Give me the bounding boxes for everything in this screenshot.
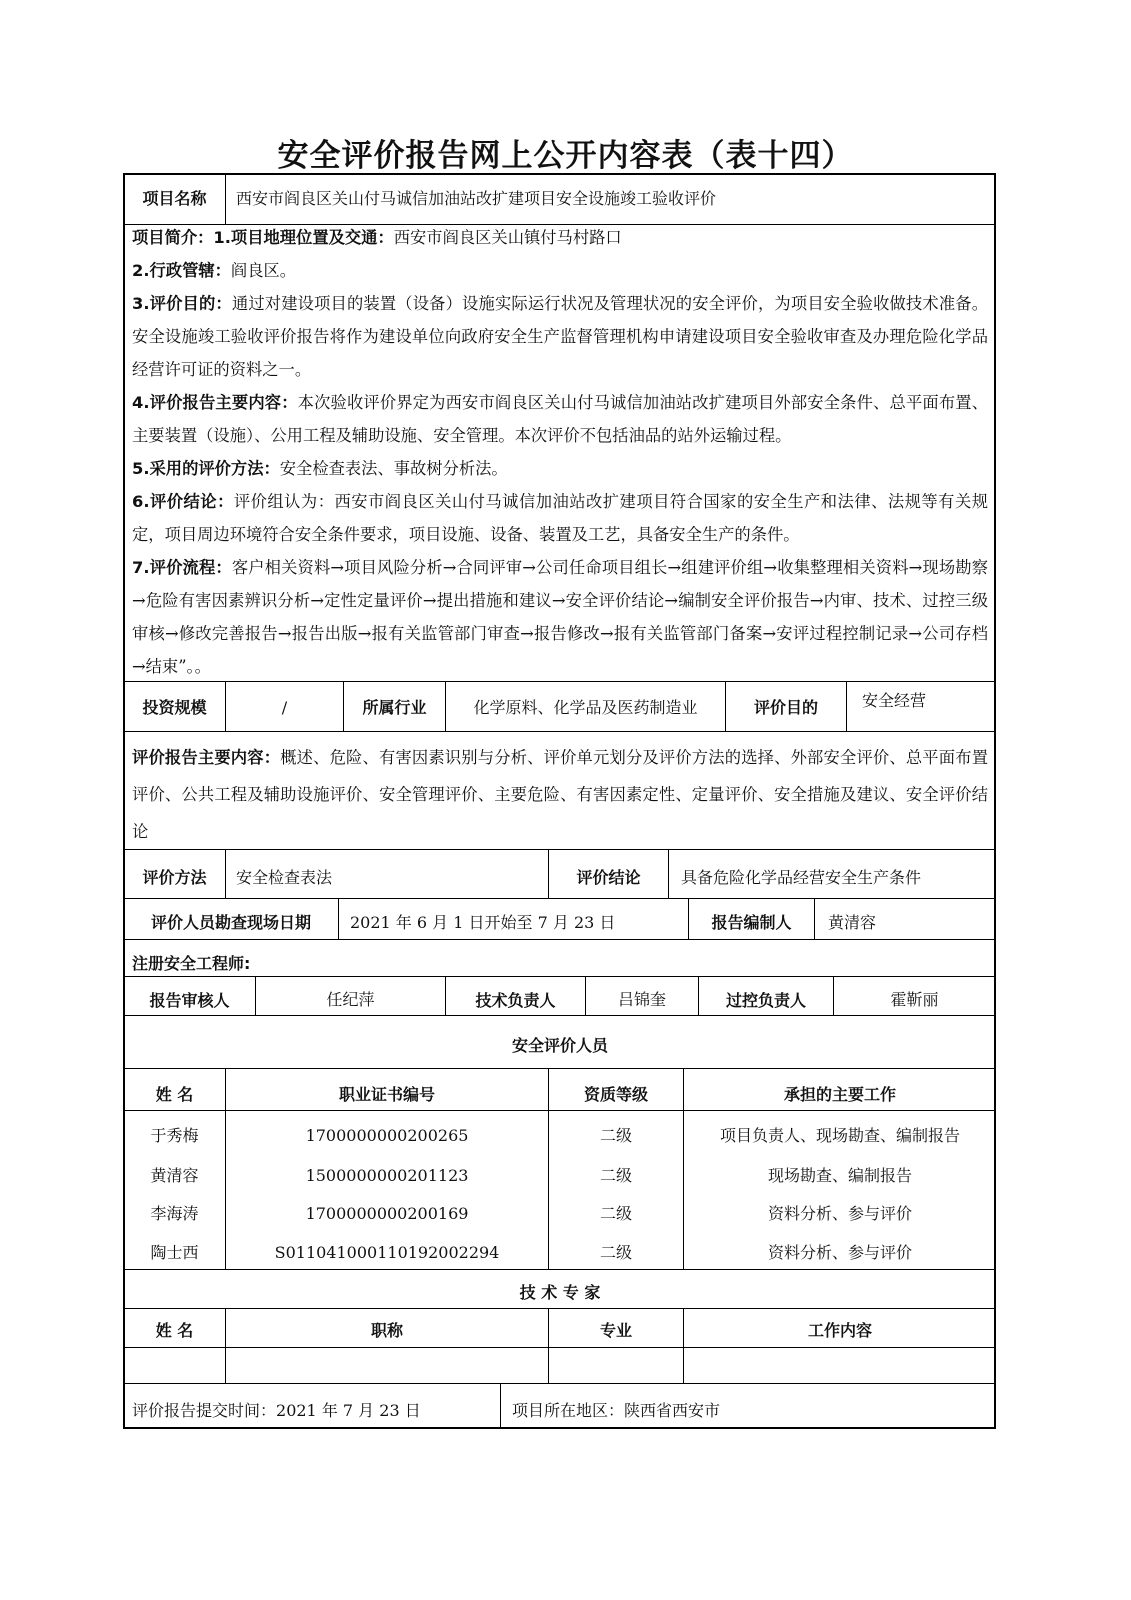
staff-level: 二级	[599, 1204, 632, 1223]
investment-value: /	[281, 698, 288, 717]
intro-methods: 5.采用的评价方法：安全检查表法、事故树分析法。	[132, 459, 508, 478]
tech-lead-label: 技术负责人	[475, 991, 556, 1010]
staff-name: 李海涛	[150, 1204, 199, 1223]
staff-name: 陶士西	[150, 1243, 199, 1262]
reviewer-label: 报告审核人	[149, 991, 230, 1010]
col-divider	[500, 1383, 501, 1429]
experts-header-title: 职称	[370, 1321, 403, 1340]
experts-header-work: 工作内容	[807, 1321, 872, 1340]
staff-header-level: 资质等级	[583, 1085, 648, 1104]
process-lead-label: 过控负责人	[725, 991, 806, 1010]
survey-value: 2021 年 6 月 1 日开始至 7 月 23 日	[350, 913, 616, 932]
row-divider	[123, 1068, 996, 1069]
industry-value: 化学原料、化学品及医药制造业	[473, 698, 698, 717]
row-divider	[123, 976, 996, 977]
staff-work: 资料分析、参与评价	[767, 1243, 912, 1262]
investment-label: 投资规模	[142, 698, 207, 717]
staff-header-cert: 职业证书编号	[338, 1085, 435, 1104]
survey-label: 评价人员勘查现场日期	[150, 913, 311, 932]
col-divider	[225, 173, 226, 224]
engineers-label: 注册安全工程师:	[132, 954, 251, 973]
row-divider	[123, 1383, 996, 1384]
col-divider	[338, 898, 339, 939]
staff-work: 现场勘查、编制报告	[767, 1166, 912, 1185]
staff-cert: 1700000000200169	[305, 1204, 469, 1223]
staff-name: 于秀梅	[150, 1126, 199, 1145]
intro-purpose: 3.评价目的：通过对建设项目的装置（设备）设施实际运行状况及管理状况的安全评价，为项目安全验收做技术准备。安全设施竣工验收评价报告将作为建设单位向政府安全生产监督管理机构申请建设项目安全验收审查及办理危险化学品经营许可证的资料之一。	[132, 294, 989, 379]
intro-content: 4.评价报告主要内容：本次验收评价界定为西安市阎良区关山付马诚信加油站改扩建项目外部安全条件、总平面布置、主要装置（设施）、公用工程及辅助设施、安全管理。本次评价不包括油品的站外运输过程。	[132, 393, 988, 445]
experts-header-specialty: 专业	[599, 1321, 632, 1340]
project-name-value: 西安市阎良区关山付马诚信加油站改扩建项目安全设施竣工验收评价	[236, 189, 717, 208]
intro-process: 7.评价流程：客户相关资料→项目风险分析→合同评审→公司任命项目组长→组建评价组→收集整理相关资料→现场勘察→危险有害因素辨识分析→定性定量评价→提出措施和建议→安全评价结论→编制安全评价报告→内审、技术、过控三级审核→修改完善报告→报告出版→报有关监管部门审查→报告修改→报有关监管部门备案→安评过程控制记录→公司存档→结束”。。	[132, 558, 989, 676]
staff-cert: S011041000110192002294	[274, 1243, 500, 1262]
staff-level: 二级	[599, 1126, 632, 1145]
experts-header-name: 姓 名	[155, 1321, 194, 1340]
row-divider	[123, 1347, 996, 1348]
col-divider	[668, 849, 669, 898]
col-divider	[225, 1308, 226, 1383]
col-divider	[683, 1308, 684, 1383]
staff-header-work: 承担的主要工作	[783, 1085, 896, 1104]
staff-level: 二级	[599, 1166, 632, 1185]
staff-work: 项目负责人、现场勘查、编制报告	[719, 1126, 960, 1145]
col-divider	[846, 681, 847, 731]
process-lead-value: 霍靳丽	[890, 990, 939, 1009]
method-label: 评价方法	[142, 868, 207, 887]
staff-title: 安全评价人员	[511, 1036, 608, 1055]
intro-location: 项目简介：1.项目地理位置及交通：西安市阎良区关山镇付马村路口	[132, 228, 622, 247]
col-divider	[548, 1308, 549, 1383]
compiler-label: 报告编制人	[711, 913, 792, 932]
compiler-value: 黄清容	[828, 913, 877, 932]
row-divider	[123, 1269, 996, 1270]
purpose-label: 评价目的	[753, 698, 818, 717]
tech-lead-value: 吕锦奎	[617, 990, 666, 1009]
project-name-label: 项目名称	[142, 189, 207, 208]
project-region: 项目所在地区：陕西省西安市	[512, 1401, 721, 1420]
row-divider	[123, 1015, 996, 1016]
row-divider	[123, 1308, 996, 1309]
col-divider	[814, 898, 815, 939]
submit-date: 评价报告提交时间：2021 年 7 月 23 日	[132, 1401, 421, 1420]
row-divider	[123, 731, 996, 732]
row-divider	[123, 1110, 996, 1111]
row-divider	[123, 898, 996, 899]
staff-level: 二级	[599, 1243, 632, 1262]
staff-header-name: 姓 名	[155, 1085, 194, 1104]
staff-name: 黄清容	[150, 1166, 199, 1185]
conclusion-label: 评价结论	[576, 868, 641, 887]
row-divider	[123, 939, 996, 940]
method-value: 安全检查表法	[236, 868, 333, 887]
intro-jurisdiction: 2.行政管辖：阎良区。	[132, 261, 297, 280]
industry-label: 所属行业	[362, 698, 427, 717]
page-title: 安全评价报告网上公开内容表（表十四）	[277, 138, 854, 174]
reviewer-value: 任纪萍	[326, 990, 375, 1009]
purpose-value: 安全经营	[862, 691, 927, 710]
staff-cert: 1500000000201123	[305, 1166, 469, 1185]
intro-conclusion: 6.评价结论：评价组认为：西安市阎良区关山付马诚信加油站改扩建项目符合国家的安全生产和法律、法规等有关规定，项目周边环境符合安全条件要求，项目设施、设备、装置及工艺，具备安全生产的条件。	[132, 492, 988, 544]
project-intro	[132, 221, 988, 683]
staff-cert: 1700000000200265	[305, 1126, 469, 1145]
experts-title: 技 术 专 家	[519, 1283, 601, 1302]
conclusion-value: 具备危险化学品经营安全生产条件	[681, 868, 922, 887]
col-divider	[225, 849, 226, 898]
main-content: 评价报告主要内容：概述、危险、有害因素识别与分析、评价单元划分及评价方法的选择、外部安全评价、总平面布置评价、公共工程及辅助设施评价、安全管理评价、主要危险、有害因素定性、定量评价、安全措施及建议、安全评价结论	[132, 748, 988, 841]
staff-work: 资料分析、参与评价	[767, 1204, 912, 1223]
